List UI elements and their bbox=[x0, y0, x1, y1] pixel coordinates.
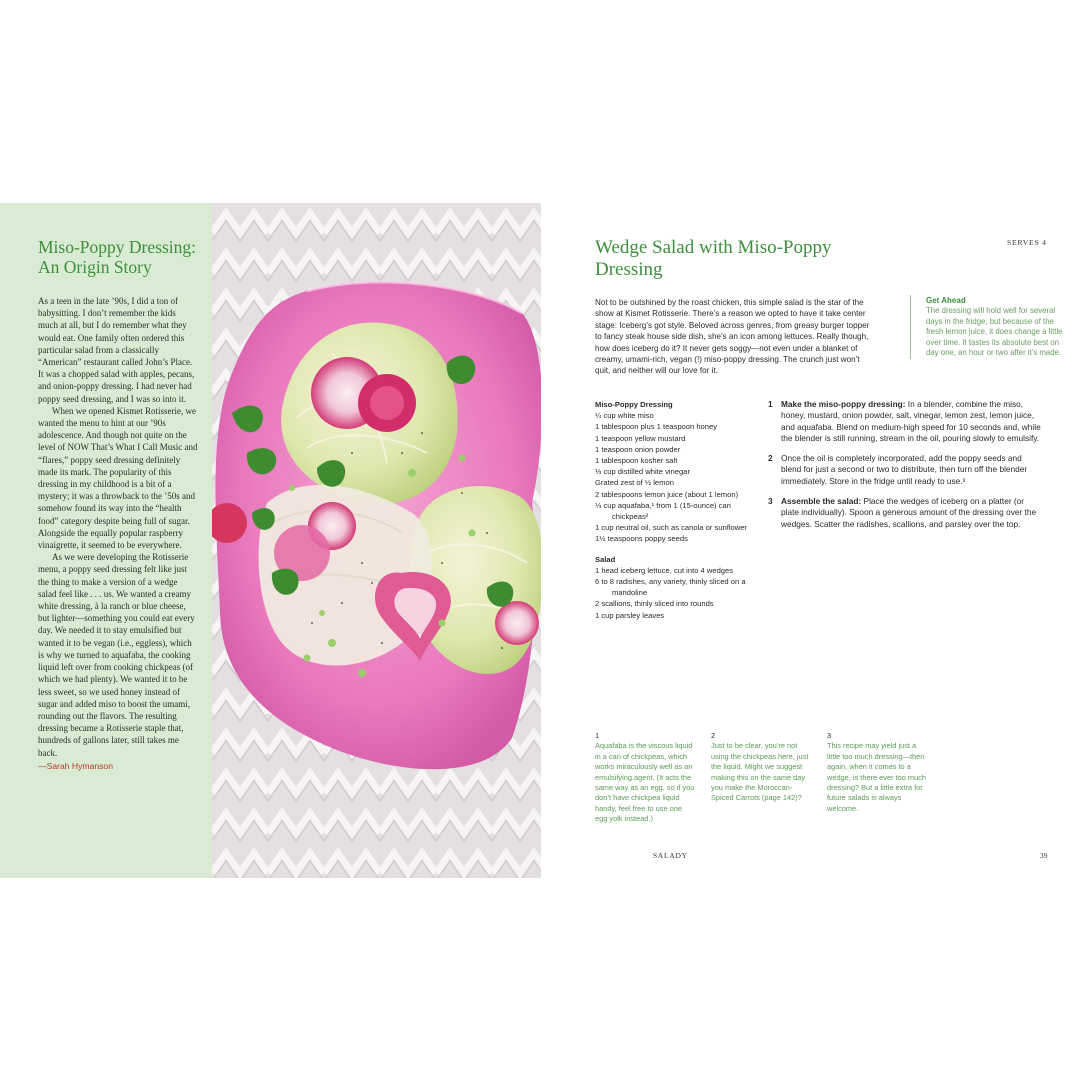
footnote-text: This recipe may yield just a little too much dressing—then again, when it comes to a wedge, is there ever too much dressing? But a little extra for future salads is always welcome. bbox=[827, 741, 927, 813]
running-footer: SALADY bbox=[653, 851, 688, 860]
method-steps bbox=[768, 399, 1044, 539]
ingredient-item: 1 teaspoon yellow mustard bbox=[595, 433, 686, 443]
sidebar-paragraph: As we were developing the Rotisserie menu, a poppy seed dressing felt like just the thing to make a version of a wedge salad feel like . . . us. We wanted a creamy white dressing, à la ranch or blue cheese, but lighter—something you could eat every day. We needed it to stay emulsified but wanted it to be vegan (i.e., eggless), which is why we turned to aquafaba, the cooking liquid left over from cooking chickpeas (of which we had plenty). We wanted it to be less sweet, so we used honey instead of sugar and added miso to boost the umami, rounding out the flavors. The resulting dressing became a Rotisserie staple that, hundreds of gallons later, still takes me back. bbox=[38, 552, 195, 758]
step-number: 2 bbox=[768, 453, 773, 464]
ingredient-item: ⅓ cup aquafaba,¹ from 1 (15-ounce) can chickpeas² bbox=[595, 500, 731, 522]
ingredient-item: 1½ teaspoons poppy seeds bbox=[595, 534, 688, 544]
ingredient-item: 1 cup neutral oil, such as canola or sunflower bbox=[595, 523, 747, 533]
recipe-page bbox=[541, 203, 1080, 878]
recipe-title: Wedge Salad with Miso-Poppy Dressing bbox=[595, 237, 832, 280]
salad-ingredient-list bbox=[595, 565, 765, 621]
page-number: 39 bbox=[1040, 851, 1048, 860]
footnote bbox=[595, 731, 695, 825]
ingredient-item: 1 cup parsley leaves bbox=[595, 610, 665, 620]
origin-story-sidebar bbox=[0, 203, 212, 878]
get-ahead-title: Get Ahead bbox=[926, 296, 966, 305]
get-ahead-text: The dressing will hold well for several days in the fridge, but because of the fresh lemon juice, it does change a little over time. It tastes its absolute best on day one, an hour or two after it’s made. bbox=[926, 306, 1063, 357]
step-number: 1 bbox=[768, 399, 773, 409]
step-number: 3 bbox=[768, 496, 773, 507]
footnote-number: 3 bbox=[827, 731, 832, 740]
salad-photo bbox=[212, 203, 541, 878]
step-text: Place the wedges of iceberg on a platter (or plate individually). Spoon a generous amount of the dressing over the wedges. Scatter the radishes, scallions, and parsley over the top. bbox=[781, 496, 1037, 529]
sidebar-signature: —Sarah Hymanson bbox=[38, 760, 113, 771]
method-step bbox=[768, 399, 1044, 444]
recipe-intro: Not to be outshined by the roast chicken, this simple salad is the star of the show at Kismet Rotisserie. There’s a reason we opted to have it take center stage: Iceberg’s got style. Beloved across genres, from greasy burger topper to fancy steak house side dish, she’s an icon among lettuces. Really though, how does iceberg do it? It never gets soggy—not even under a blanket of creamy, umami-rich, vegan (!) miso-poppy dressing. The crunch just won’t quit, and neither will our love for it. bbox=[595, 298, 870, 376]
ingredient-item: 1 teaspoon onion powder bbox=[595, 444, 681, 454]
footnote-number: 1 bbox=[595, 731, 600, 740]
book-spread bbox=[0, 203, 1080, 878]
method-step bbox=[768, 496, 1044, 530]
sidebar-body bbox=[38, 295, 198, 772]
salad-heading: Salad bbox=[595, 554, 616, 564]
ingredient-item: 2 scallions, thinly sliced into rounds bbox=[595, 599, 714, 609]
ingredient-item: 2 tablespoons lemon juice (about 1 lemon) bbox=[595, 489, 739, 499]
footnote bbox=[711, 731, 811, 804]
ingredient-item: 1 head iceberg lettuce, cut into 4 wedges bbox=[595, 565, 734, 575]
dressing-heading: Miso-Poppy Dressing bbox=[595, 400, 673, 409]
footnote-number: 2 bbox=[711, 731, 716, 740]
footnote bbox=[827, 731, 927, 814]
step-text: Once the oil is completely incorporated, add the poppy seeds and blend for just a second or two to distribute, then turn off the blender immediately. Store in the fridge until ready to use.³ bbox=[781, 453, 1028, 486]
dressing-ingredient-list bbox=[595, 410, 765, 544]
footnote-text: Just to be clear, you’re not using the chickpeas here, just the liquid. Might we suggest making this on the same day you make the Moroccan-Spiced Carrots (page 142)? bbox=[711, 741, 809, 803]
sidebar-title: Miso-Poppy Dressing: An Origin Story bbox=[38, 237, 196, 277]
method-step bbox=[768, 453, 1044, 487]
step-heading: Make the miso-poppy dressing: bbox=[781, 399, 906, 409]
serves-label: SERVES 4 bbox=[1007, 238, 1047, 247]
ingredient-item: 1 tablespoon plus 1 teaspoon honey bbox=[595, 422, 718, 432]
ingredient-item: ⅓ cup distilled white vinegar bbox=[595, 467, 690, 477]
ingredient-item: 1 tablespoon kosher salt bbox=[595, 456, 678, 466]
ingredient-item: ¼ cup white miso bbox=[595, 411, 654, 421]
step-heading: Assemble the salad: bbox=[781, 496, 862, 507]
ingredients bbox=[595, 399, 765, 621]
ingredient-item: Grated zest of ½ lemon bbox=[595, 478, 674, 488]
sidebar-paragraph: As a teen in the late ’90s, I did a ton of babysitting. I don’t remember the kids much at all, but I do remember what they would eat. One family often ordered this particular salad from a classically “American” restaurant called John’s Place. It was a chopped salad with apples, pecans, and onion-poppy dressing. I had never had poppy seed dressing, and I was so into it. bbox=[38, 296, 195, 404]
step-text: In a blender, combine the miso, honey, mustard, onion powder, salt, vinegar, lemon zest, lemon juice, and aquafaba. Blend on medium-high speed for 10 seconds and, while the blender is still running, stream in the oil, pouring slowly to emulsify. bbox=[781, 399, 1041, 443]
sidebar-paragraph: When we opened Kismet Rotisserie, we wanted the menu to hint at our ’90s adolescence. And though not quite on the level of NOW That’s What I Call Music and “flares,” poppy seed dressing definitely made its mark. The popularity of this dressing in my childhood is a bit of a mystery; it was a throwback to the ’50s and somehow found its way into the “health food” category despite being full of sugar. Alongside the equally popular raspberry vinaigrette, it seemed to be everywhere. bbox=[38, 405, 198, 551]
get-ahead-box bbox=[910, 295, 1064, 359]
ingredient-item: 6 to 8 radishes, any variety, thinly sliced on a mandoline bbox=[595, 577, 746, 598]
footnote-text: Aquafaba is the viscous liquid in a can of chickpeas, which works miraculously well as an emulsifying agent. (It acts the same way as an egg, so if you don’t have chickpea liquid handy, feel free to use one egg yolk instead.) bbox=[595, 741, 695, 824]
